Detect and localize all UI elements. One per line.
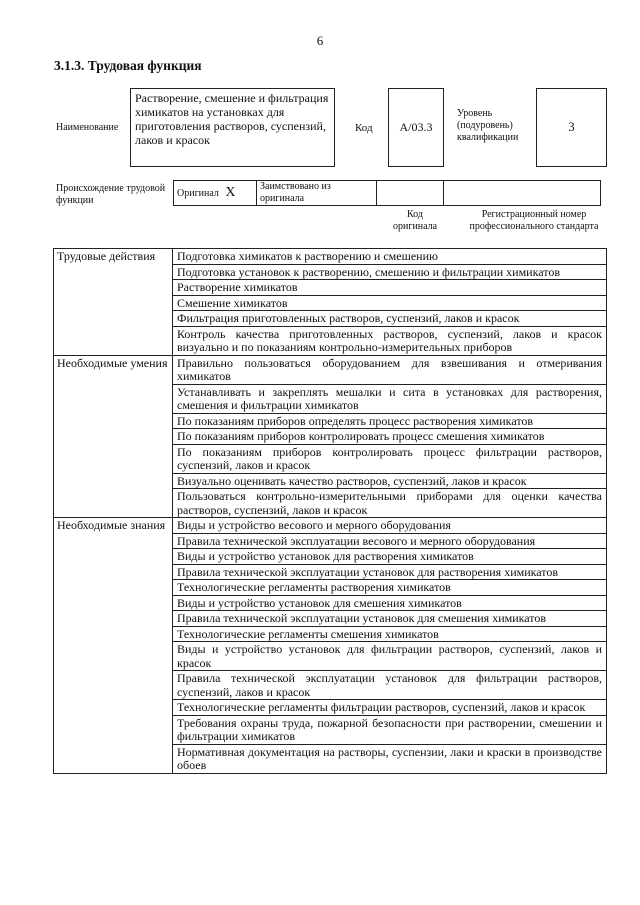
name-value: Растворение, смешение и фильтрация химикатов на установках для приготовления растворов, суспензий, лаков и красок	[130, 88, 335, 167]
level-value: 3	[536, 88, 607, 167]
level-label: Уровень (подуровень) квалификации	[457, 108, 519, 143]
section-category: Необходимые знания	[54, 518, 173, 774]
name-label: Наименование	[56, 122, 119, 133]
code-value: А/03.3	[388, 88, 444, 167]
section-item: Растворение химикатов	[173, 280, 607, 296]
section-category: Трудовые действия	[54, 249, 173, 356]
section-item: Технологические регламенты смешения химикатов	[173, 626, 607, 642]
section-item: Контроль качества приготовленных растворов, суспензий, лаков и красок визуально и по показаниям контрольно-измерительных приборов	[173, 326, 607, 355]
borrowed-label: Заимствовано из оригинала	[257, 181, 377, 206]
table-row	[54, 518, 607, 534]
page-number: 6	[316, 33, 324, 48]
section-item: Правила технической эксплуатации установок для фильтрации растворов, суспензий, лаков и красок	[173, 671, 607, 700]
section-item: Устанавливать и закреплять мешалки и сита в установках для растворения, смешения и фильтрации химикатов	[173, 384, 607, 413]
section-item: По показаниям приборов контролировать процесс смешения химикатов	[173, 429, 607, 445]
function-table	[53, 248, 607, 774]
table-row	[54, 355, 607, 384]
section-item: Подготовка установок к растворению, смешению и фильтрации химикатов	[173, 264, 607, 280]
section-item: Требования охраны труда, пожарной безопасности при растворении, смешении и фильтрации химикатов	[173, 715, 607, 744]
section-item: По показаниям приборов определять процесс растворения химикатов	[173, 413, 607, 429]
original-label: Оригинал	[177, 187, 219, 199]
section-item: Смешение химикатов	[173, 295, 607, 311]
section-item: Пользоваться контрольно-измерительными приборами для оценки качества растворов, суспензий, лаков и красок	[173, 489, 607, 518]
original-mark: X	[225, 184, 236, 200]
section-item: По показаниям приборов контролировать процесс фильтрации растворов, суспензий, лаков и красок	[173, 444, 607, 473]
section-item: Нормативная документация на растворы, суспензии, лаки и краски в производстве обоев	[173, 744, 607, 773]
section-item: Виды и устройство установок для растворения химикатов	[173, 549, 607, 565]
original-code-label: Код оригинала	[393, 209, 438, 232]
origin-table	[173, 180, 601, 206]
section-item: Виды и устройство весового и мерного оборудования	[173, 518, 607, 534]
section-item: Виды и устройство установок для смешения химикатов	[173, 595, 607, 611]
section-item: Технологические регламенты растворения химикатов	[173, 580, 607, 596]
reg-number-cell	[444, 181, 601, 206]
original-code-cell	[377, 181, 444, 206]
section-item: Правила технической эксплуатации установок для смешения химикатов	[173, 611, 607, 627]
table-row	[54, 249, 607, 265]
origin-original-cell	[174, 181, 257, 206]
section-title: 3.1.3. Трудовая функция	[54, 58, 202, 73]
section-item: Фильтрация приготовленных растворов, суспензий, лаков и красок	[173, 311, 607, 327]
section-item: Виды и устройство установок для фильтрации растворов, суспензий, лаков и красок	[173, 642, 607, 671]
section-item: Правила технической эксплуатации весового и мерного оборудования	[173, 533, 607, 549]
section-item: Технологические регламенты фильтрации растворов, суспензий, лаков и красок	[173, 700, 607, 716]
reg-number-label: Регистрационный номер профессионального стандарта	[469, 209, 599, 232]
section-category: Необходимые умения	[54, 355, 173, 518]
section-item: Правила технической эксплуатации установок для растворения химикатов	[173, 564, 607, 580]
code-label: Код	[355, 122, 373, 134]
origin-label: Происхождение трудовой функции	[56, 183, 166, 206]
section-item: Подготовка химикатов к растворению и смешению	[173, 249, 607, 265]
section-item: Визуально оценивать качество растворов, суспензий, лаков и красок	[173, 473, 607, 489]
section-item: Правильно пользоваться оборудованием для взвешивания и отмеривания химикатов	[173, 355, 607, 384]
